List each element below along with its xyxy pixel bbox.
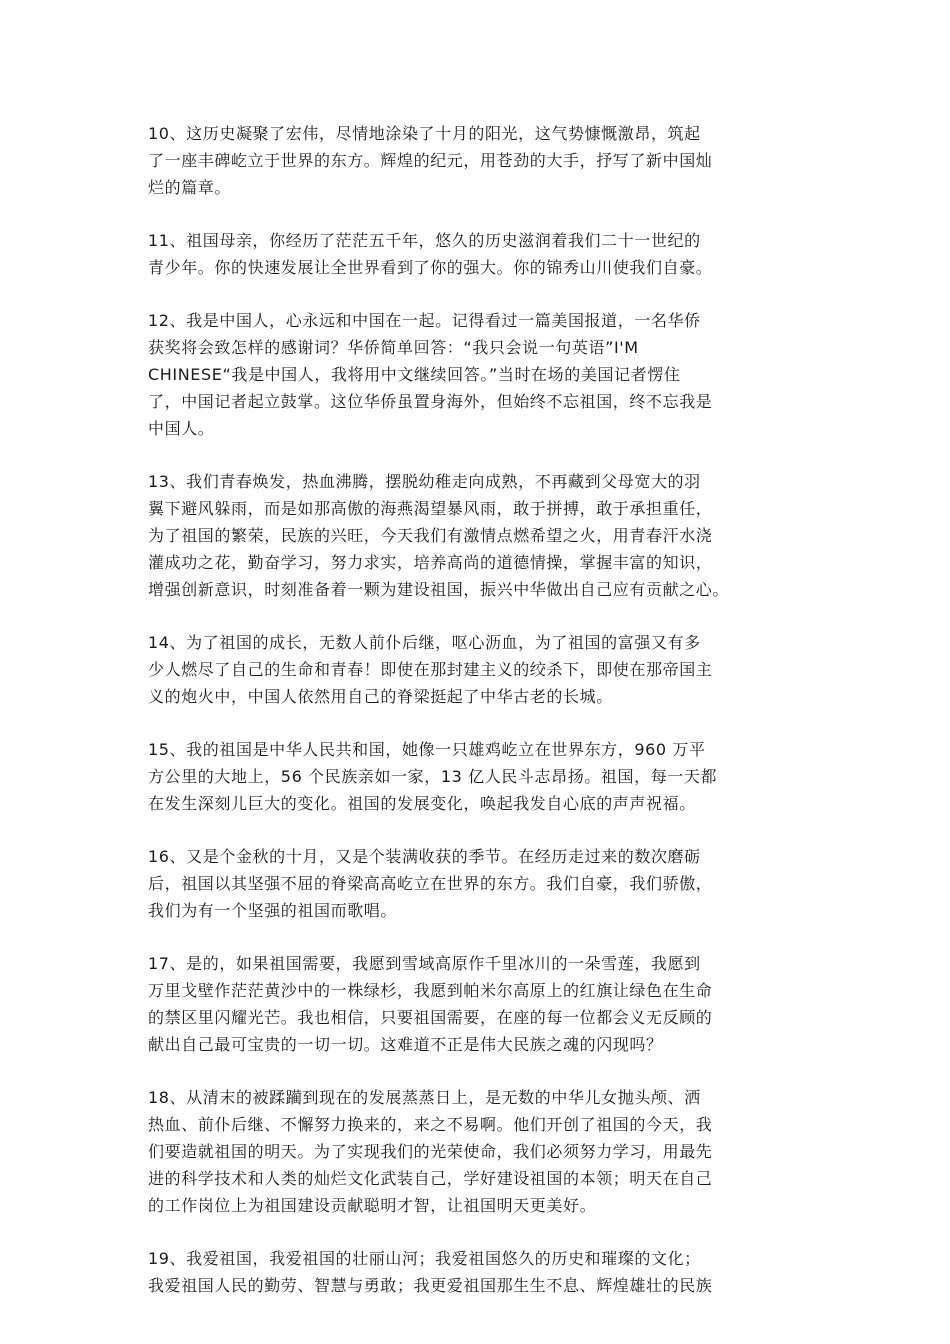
paragraph-11 xyxy=(148,227,808,281)
paragraph-line: 16、又是个金秋的十月，又是个装满收获的季节。在经历走过来的数次磨砺 xyxy=(148,847,701,866)
paragraph-line: 18、从清末的被蹂躏到现在的发展蒸蒸日上，是无数的中华儿女抛头颅、洒 xyxy=(148,1088,701,1107)
paragraph-14 xyxy=(148,629,808,710)
paragraph-line: 13、我们青春焕发，热血沸腾，摆脱幼稚走向成熟，不再藏到父母宽大的羽 xyxy=(148,472,701,491)
paragraph-line: 14、为了祖国的成长，无数人前仆后继，呕心沥血，为了祖国的富强又有多 xyxy=(148,633,701,652)
paragraph-line: 我爱祖国人民的勤劳、智慧与勇敢；我更爱祖国那生生不息、辉煌雄壮的民族 xyxy=(148,1276,713,1295)
paragraph-13 xyxy=(148,468,808,603)
paragraph-line: 12、我是中国人，心永远和中国在一起。记得看过一篇美国报道，一名华侨 xyxy=(148,311,701,330)
paragraph-line: 后，祖国以其坚强不屈的脊梁高高屹立在世界的东方。我们自豪，我们骄傲， xyxy=(148,874,713,893)
paragraph-line: 了一座丰碑屹立于世界的东方。辉煌的纪元，用苍劲的大手，抒写了新中国灿 xyxy=(148,151,713,170)
paragraph-line: 11、祖国母亲，你经历了茫茫五千年，悠久的历史滋润着我们二十一世纪的 xyxy=(148,231,701,250)
paragraph-line: 的禁区里闪耀光芒。我也相信，只要祖国需要，在座的每一位都会义无反顾的 xyxy=(148,1008,713,1027)
paragraph-line: 进的科学技术和人类的灿烂文化武装自己，学好建设祖国的本领；明天在自己 xyxy=(148,1169,713,1188)
paragraph-17 xyxy=(148,950,808,1058)
paragraph-line: 我们为有一个坚强的祖国而歌唱。 xyxy=(148,901,398,920)
paragraph-line: 10、这历史凝聚了宏伟，尽情地涂染了十月的阳光，这气势慷慨激昂，筑起 xyxy=(148,124,701,143)
paragraph-line: 15、我的祖国是中华人民共和国，她像一只雄鸡屹立在世界东方，960 万平 xyxy=(148,740,706,759)
paragraph-line: 义的炮火中，中国人依然用自己的脊梁挺起了中华古老的长城。 xyxy=(148,687,613,706)
paragraph-line: 中国人。 xyxy=(148,419,215,438)
paragraph-line: 获奖将会致怎样的感谢词？华侨简单回答：“我只会说一句英语”I'M xyxy=(148,338,639,357)
paragraph-line: CHINESE“我是中国人，我将用中文继续回答。”当时在场的美国记者愣住 xyxy=(148,365,681,384)
paragraph-line: 方公里的大地上，56 个民族亲如一家，13 亿人民斗志昂扬。祖国，每一天都 xyxy=(148,767,718,786)
paragraph-line: 为了祖国的繁荣，民族的兴旺，今天我们有激情点燃希望之火，用青春汗水浇 xyxy=(148,526,713,545)
paragraph-line: 的工作岗位上为祖国建设贡献聪明才智，让祖国明天更美好。 xyxy=(148,1196,597,1215)
paragraph-line: 翼下避风躲雨，而是如那高傲的海燕渴望暴风雨，敢于拼搏，敢于承担重任， xyxy=(148,499,713,518)
paragraph-line: 们要造就祖国的明天。为了实现我们的光荣使命，我们必须努力学习，用最先 xyxy=(148,1142,713,1161)
paragraph-line: 青少年。你的快速发展让全世界看到了你的强大。你的锦秀山川使我们自豪。 xyxy=(148,258,713,277)
paragraph-10 xyxy=(148,120,808,201)
paragraph-line: 少人燃尽了自己的生命和青春！即使在那封建主义的绞杀下，即使在那帝国主 xyxy=(148,660,713,679)
paragraph-line: 灌成功之花，勤奋学习，努力求实，培养高尚的道德情操，掌握丰富的知识， xyxy=(148,553,713,572)
paragraph-line: 烂的篇章。 xyxy=(148,178,232,197)
paragraph-line: 19、我爱祖国，我爱祖国的壮丽山河；我爱祖国悠久的历史和璀璨的文化； xyxy=(148,1249,701,1268)
paragraph-line: 献出自己最可宝贵的一切一切。这难道不正是伟大民族之魂的闪现吗？ xyxy=(148,1035,663,1054)
paragraph-18 xyxy=(148,1084,808,1219)
paragraph-line: 热血、前仆后继、不懈努力换来的，来之不易啊。他们开创了祖国的今天，我 xyxy=(148,1115,713,1134)
paragraph-19 xyxy=(148,1245,808,1299)
paragraph-line: 在发生深刻儿巨大的变化。祖国的发展变化，唤起我发自心底的声声祝福。 xyxy=(148,794,696,813)
paragraph-line: 17、是的，如果祖国需要，我愿到雪域高原作千里冰川的一朵雪莲，我愿到 xyxy=(148,954,701,973)
paragraph-line: 万里戈壁作茫茫黄沙中的一株绿杉，我愿到帕米尔高原上的红旗让绿色在生命 xyxy=(148,981,713,1000)
document-body xyxy=(148,120,808,1325)
paragraph-line: 增强创新意识，时刻准备着一颗为建设祖国，振兴中华做出自己应有贡献之心。 xyxy=(148,580,730,599)
paragraph-line: 了，中国记者起立鼓掌。这位华侨虽置身海外，但始终不忘祖国，终不忘我是 xyxy=(148,392,713,411)
paragraph-15 xyxy=(148,736,808,817)
paragraph-16 xyxy=(148,843,808,924)
paragraph-12 xyxy=(148,307,808,442)
